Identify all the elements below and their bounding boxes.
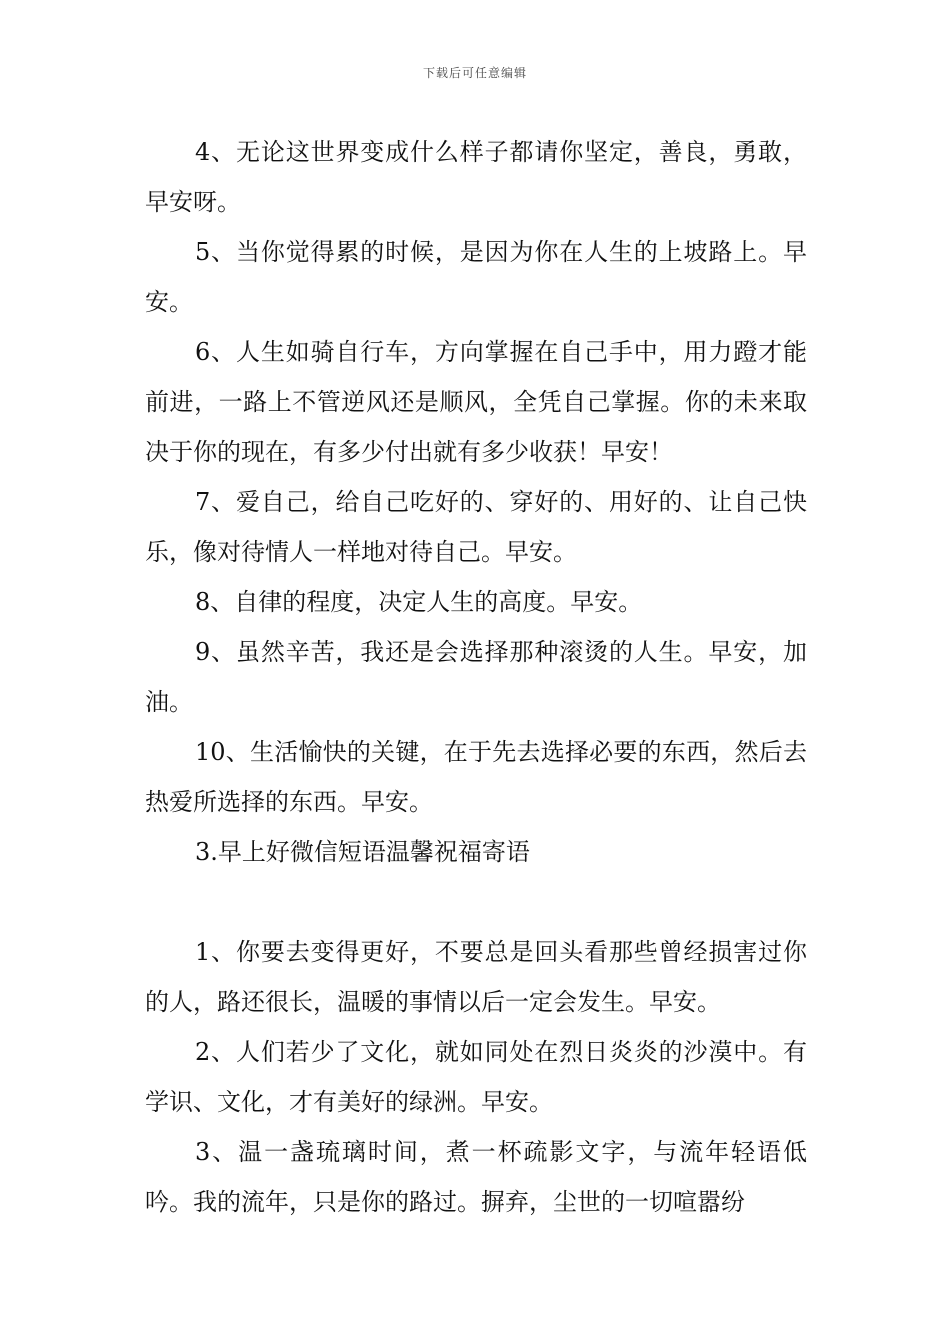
paragraph-1: 1、你要去变得更好，不要总是回头看那些曾经损害过你的人，路还很长，温暖的事情以后一定会发生。早安。 <box>145 938 807 1016</box>
paragraph-7: 7、爱自己，给自己吃好的、穿好的、用好的、让自己快乐，像对待情人一样地对待自己。早安。 <box>145 488 807 566</box>
document-body <box>145 127 807 1227</box>
paragraph-5: 5、当你觉得累的时候，是因为你在人生的上坡路上。早安。 <box>145 238 807 316</box>
paragraph-6: 6、人生如骑自行车，方向掌握在自己手中，用力蹬才能前进，一路上不管逆风还是顺风，全凭自己掌握。你的未来取决于你的现在，有多少付出就有多少收获！早安！ <box>145 338 807 466</box>
paragraph-3: 3、温一盏琉璃时间，煮一杯疏影文字，与流年轻语低吟。我的流年，只是你的路过。摒弃，尘世的一切喧嚣纷 <box>145 1138 807 1216</box>
paragraph-2: 2、人们若少了文化，就如同处在烈日炎炎的沙漠中。有学识、文化，才有美好的绿洲。早安。 <box>145 1038 807 1116</box>
section-heading: 3.早上好微信短语温馨祝福寄语 <box>195 838 530 866</box>
paragraph-8: 8、自律的程度，决定人生的高度。早安。 <box>195 588 643 616</box>
paragraph-9: 9、虽然辛苦，我还是会选择那种滚烫的人生。早安，加油。 <box>145 638 807 716</box>
paragraph-10: 10、生活愉快的关键，在于先去选择必要的东西，然后去热爱所选择的东西。早安。 <box>145 738 807 816</box>
page-header: 下载后可任意编辑 <box>422 66 527 80</box>
section-spacer <box>145 877 807 927</box>
paragraph-4: 4、无论这世界变成什么样子都请你坚定，善良，勇敢，早安呀。 <box>145 138 807 216</box>
